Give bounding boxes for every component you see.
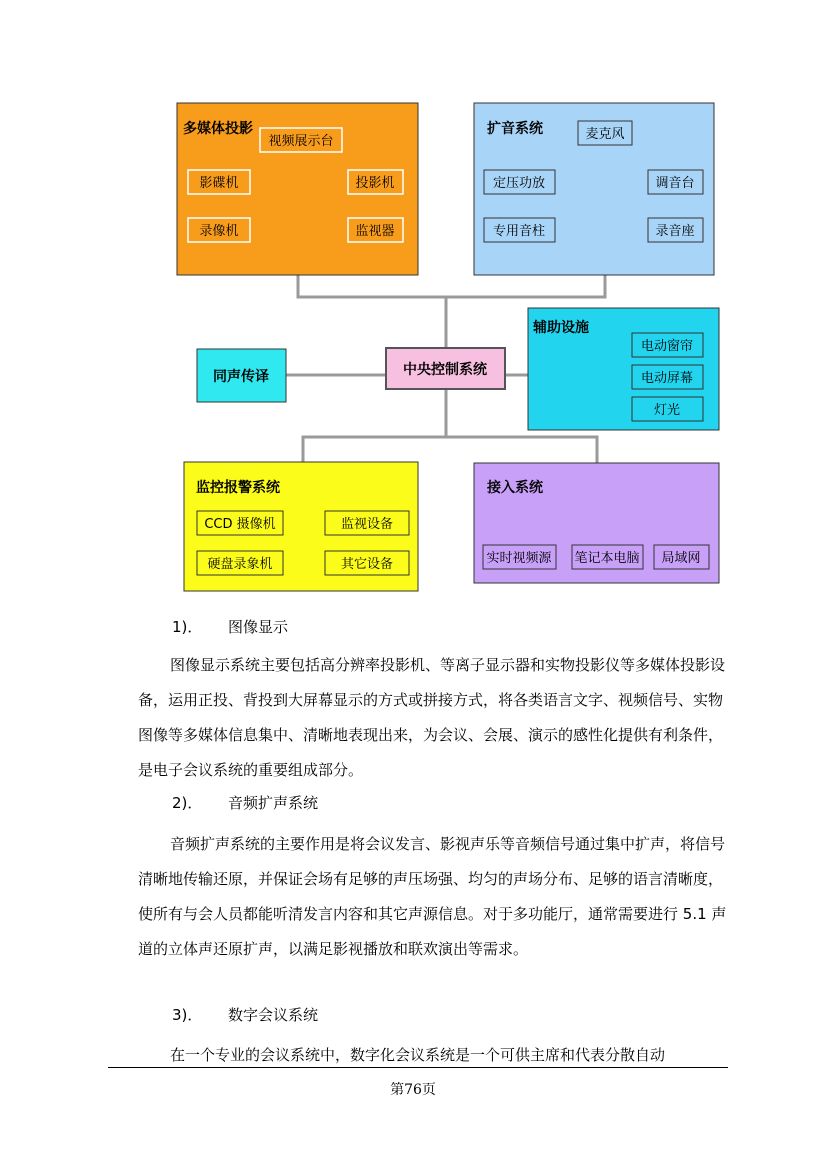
section-number: 1)．: [172, 618, 203, 636]
sound-item: 定压功放: [492, 176, 546, 191]
section-number: 3)．: [172, 1006, 203, 1024]
section-heading: [172, 786, 572, 821]
monitoring-title: 监控报警系统: [196, 480, 280, 496]
section-title: 数字会议系统: [228, 1006, 319, 1024]
access-item: 局域网: [661, 551, 701, 566]
sound-title: 扩音系统: [487, 121, 543, 137]
monitoring-item: CCD 摄像机: [204, 517, 276, 532]
footer-suffix: 页: [421, 1082, 436, 1098]
footer-prefix: 第: [390, 1082, 405, 1098]
page-footer: [0, 1079, 826, 1099]
auxiliary-item: 电动屏幕: [640, 371, 694, 386]
multimedia-item: 影碟机: [199, 176, 239, 191]
interpretation-title: 同声传译: [213, 369, 269, 385]
footer-rule: [108, 1067, 728, 1068]
multimedia-title: 多媒体投影: [183, 121, 253, 137]
multimedia-item: 投影机: [355, 176, 395, 191]
multimedia-item: 视频展示台: [268, 134, 334, 149]
section-title: 图像显示: [228, 618, 289, 636]
section-heading: [172, 998, 572, 1033]
monitoring-item: 其它设备: [340, 557, 394, 572]
paragraph: 在一个专业的会议系统中，数字化会议系统是一个可供主席和代表分散自动: [170, 1046, 666, 1064]
access-title: 接入系统: [487, 480, 543, 496]
paragraph: 图像显示系统主要包括高分辨率投影机、等离子显示器和实物投影仪等多媒体投影设备，运用正投、背投到大屏幕显示的方式或拼接方式，将各类语言文字、视频信号、实物图像等多媒体信息集中、清晰地表现出来，为会议、会展、演示的感性化提供有利条件，是电子会议系统的重要组成部分。: [138, 656, 726, 779]
monitoring-item: 监视设备: [340, 517, 394, 532]
sound-item: 专用音柱: [492, 224, 546, 239]
multimedia-item: 录像机: [199, 224, 239, 239]
page-number: 76: [404, 1082, 422, 1098]
sound-item: 录音座: [655, 224, 695, 239]
sound-item: 调音台: [655, 176, 695, 191]
multimedia-item: 监视器: [355, 224, 395, 239]
section-title: 音频扩声系统: [228, 794, 319, 812]
sound-item: 麦克风: [585, 127, 625, 142]
access-item: 实时视频源: [486, 551, 552, 566]
section-number: 2)．: [172, 794, 203, 812]
auxiliary-item: 电动窗帘: [640, 339, 694, 354]
auxiliary-title: 辅助设施: [533, 320, 589, 336]
section-heading: [172, 610, 572, 645]
access-item: 笔记本电脑: [574, 551, 640, 566]
monitoring-item: 硬盘录象机: [207, 557, 273, 572]
central-control-title: 中央控制系统: [403, 362, 487, 378]
paragraph: 音频扩声系统的主要作用是将会议发言、影视声乐等音频信号通过集中扩声，将信号清晰地传输还原，并保证会场有足够的声压场强、均匀的声场分布、足够的语言清晰度，使所有与会人员都能听清发言内容和其它声源信息。对于多功能厅，通常需要进行 5.1 声道的立体声还原扩声，以满足影视播放和联欢演出等需求。: [138, 835, 727, 958]
auxiliary-item: 灯光: [653, 403, 681, 418]
